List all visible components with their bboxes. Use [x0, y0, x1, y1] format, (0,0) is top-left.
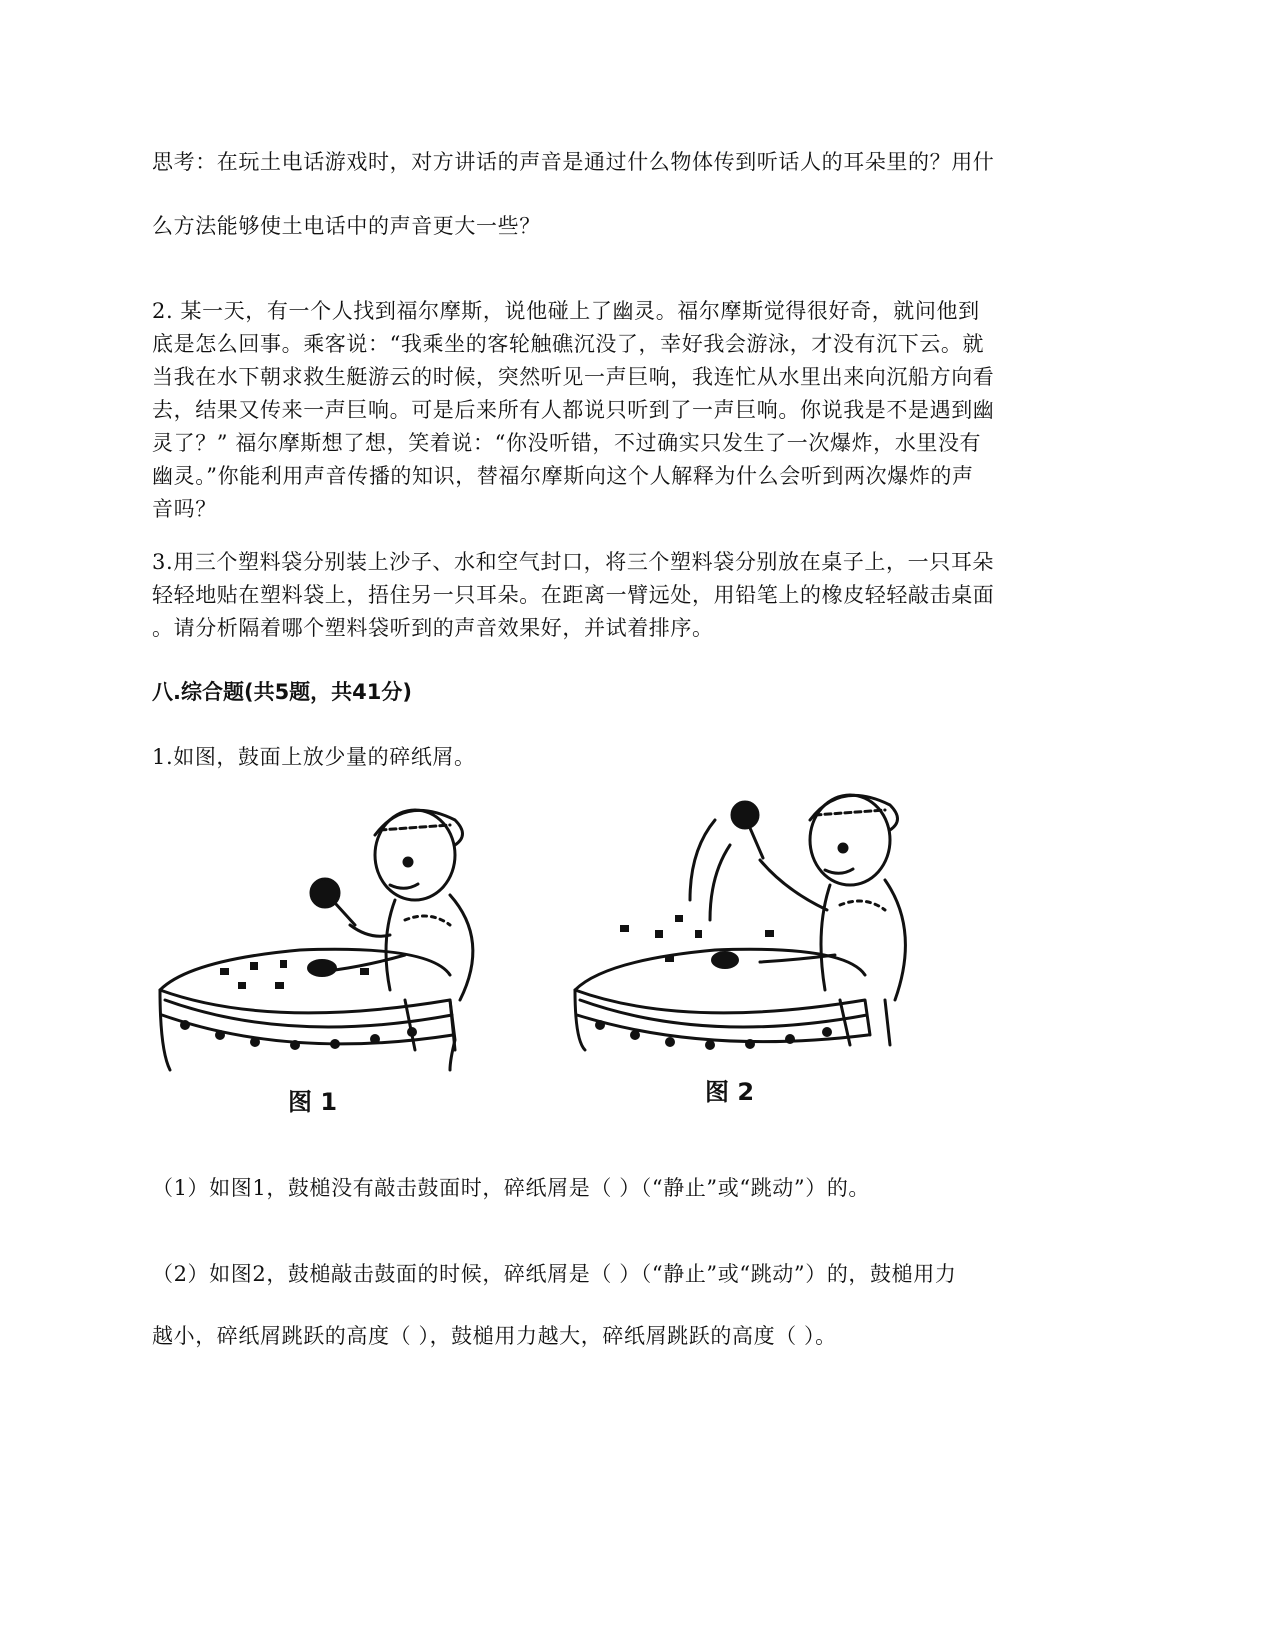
- drum-figure-2: [565, 790, 945, 1090]
- q2-line-4: 去，结果又传来一声巨响。可是后来所有人都说只听到了一声巨响。你说我是不是遇到幽: [152, 398, 995, 422]
- q2-line-6: 幽灵。”你能利用声音传播的知识，替福尔摩斯向这个人解释为什么会听到两次爆炸的声: [152, 464, 974, 488]
- q2-line-1: 2. 某一天，有一个人找到福尔摩斯，说他碰上了幽灵。福尔摩斯觉得很好奇，就问他到: [152, 299, 980, 323]
- section-heading: 八.综合题(共5题，共41分): [152, 680, 413, 704]
- q2-line-5: 灵了？” 福尔摩斯想了想，笑着说：“你没听错，不过确实只发生了一次爆炸，水里没有: [152, 431, 982, 455]
- figure-2-caption: 图 2: [705, 1078, 755, 1106]
- think-line-2: 么方法能够使土电话中的声音更大一些？: [152, 214, 541, 238]
- question-intro: 1.如图，鼓面上放少量的碎纸屑。: [152, 745, 476, 769]
- q2-line-2: 底是怎么回事。乘客说：“我乘坐的客轮触礁沉没了，幸好我会游泳，才没有沉下云。就: [152, 332, 985, 356]
- sub-question-2-line-1: （2）如图2，鼓槌敲击鼓面的时候，碎纸屑是（ ）（“静止”或“跳动”）的，鼓槌用力: [152, 1262, 957, 1286]
- q2-line-3: 当我在水下朝求救生艇游云的时候，突然听见一声巨响，我连忙从水里出来向沉船方向看: [152, 365, 995, 389]
- think-line-1: 思考：在玩土电话游戏时，对方讲话的声音是通过什么物体传到听话人的耳朵里的？用什: [152, 150, 995, 174]
- figure-1-caption: 图 1: [288, 1088, 338, 1116]
- q3-line-1: 3.用三个塑料袋分别装上沙子、水和空气封口，将三个塑料袋分别放在桌子上，一只耳朵: [152, 550, 995, 574]
- q2-line-7: 音吗？: [152, 497, 217, 521]
- sub-question-1: （1）如图1，鼓槌没有敲击鼓面时，碎纸屑是（ ）（“静止”或“跳动”）的。: [152, 1176, 871, 1200]
- drum-figure-1: [150, 800, 530, 1100]
- sub-question-2-line-2: 越小，碎纸屑跳跃的高度（ ），鼓槌用力越大，碎纸屑跳跃的高度（ ）。: [152, 1324, 837, 1348]
- q3-line-3: 。请分析隔着哪个塑料袋听到的声音效果好，并试着排序。: [152, 616, 714, 640]
- q3-line-2: 轻轻地贴在塑料袋上，捂住另一只耳朵。在距离一臂远处，用铅笔上的橡皮轻轻敲击桌面: [152, 583, 995, 607]
